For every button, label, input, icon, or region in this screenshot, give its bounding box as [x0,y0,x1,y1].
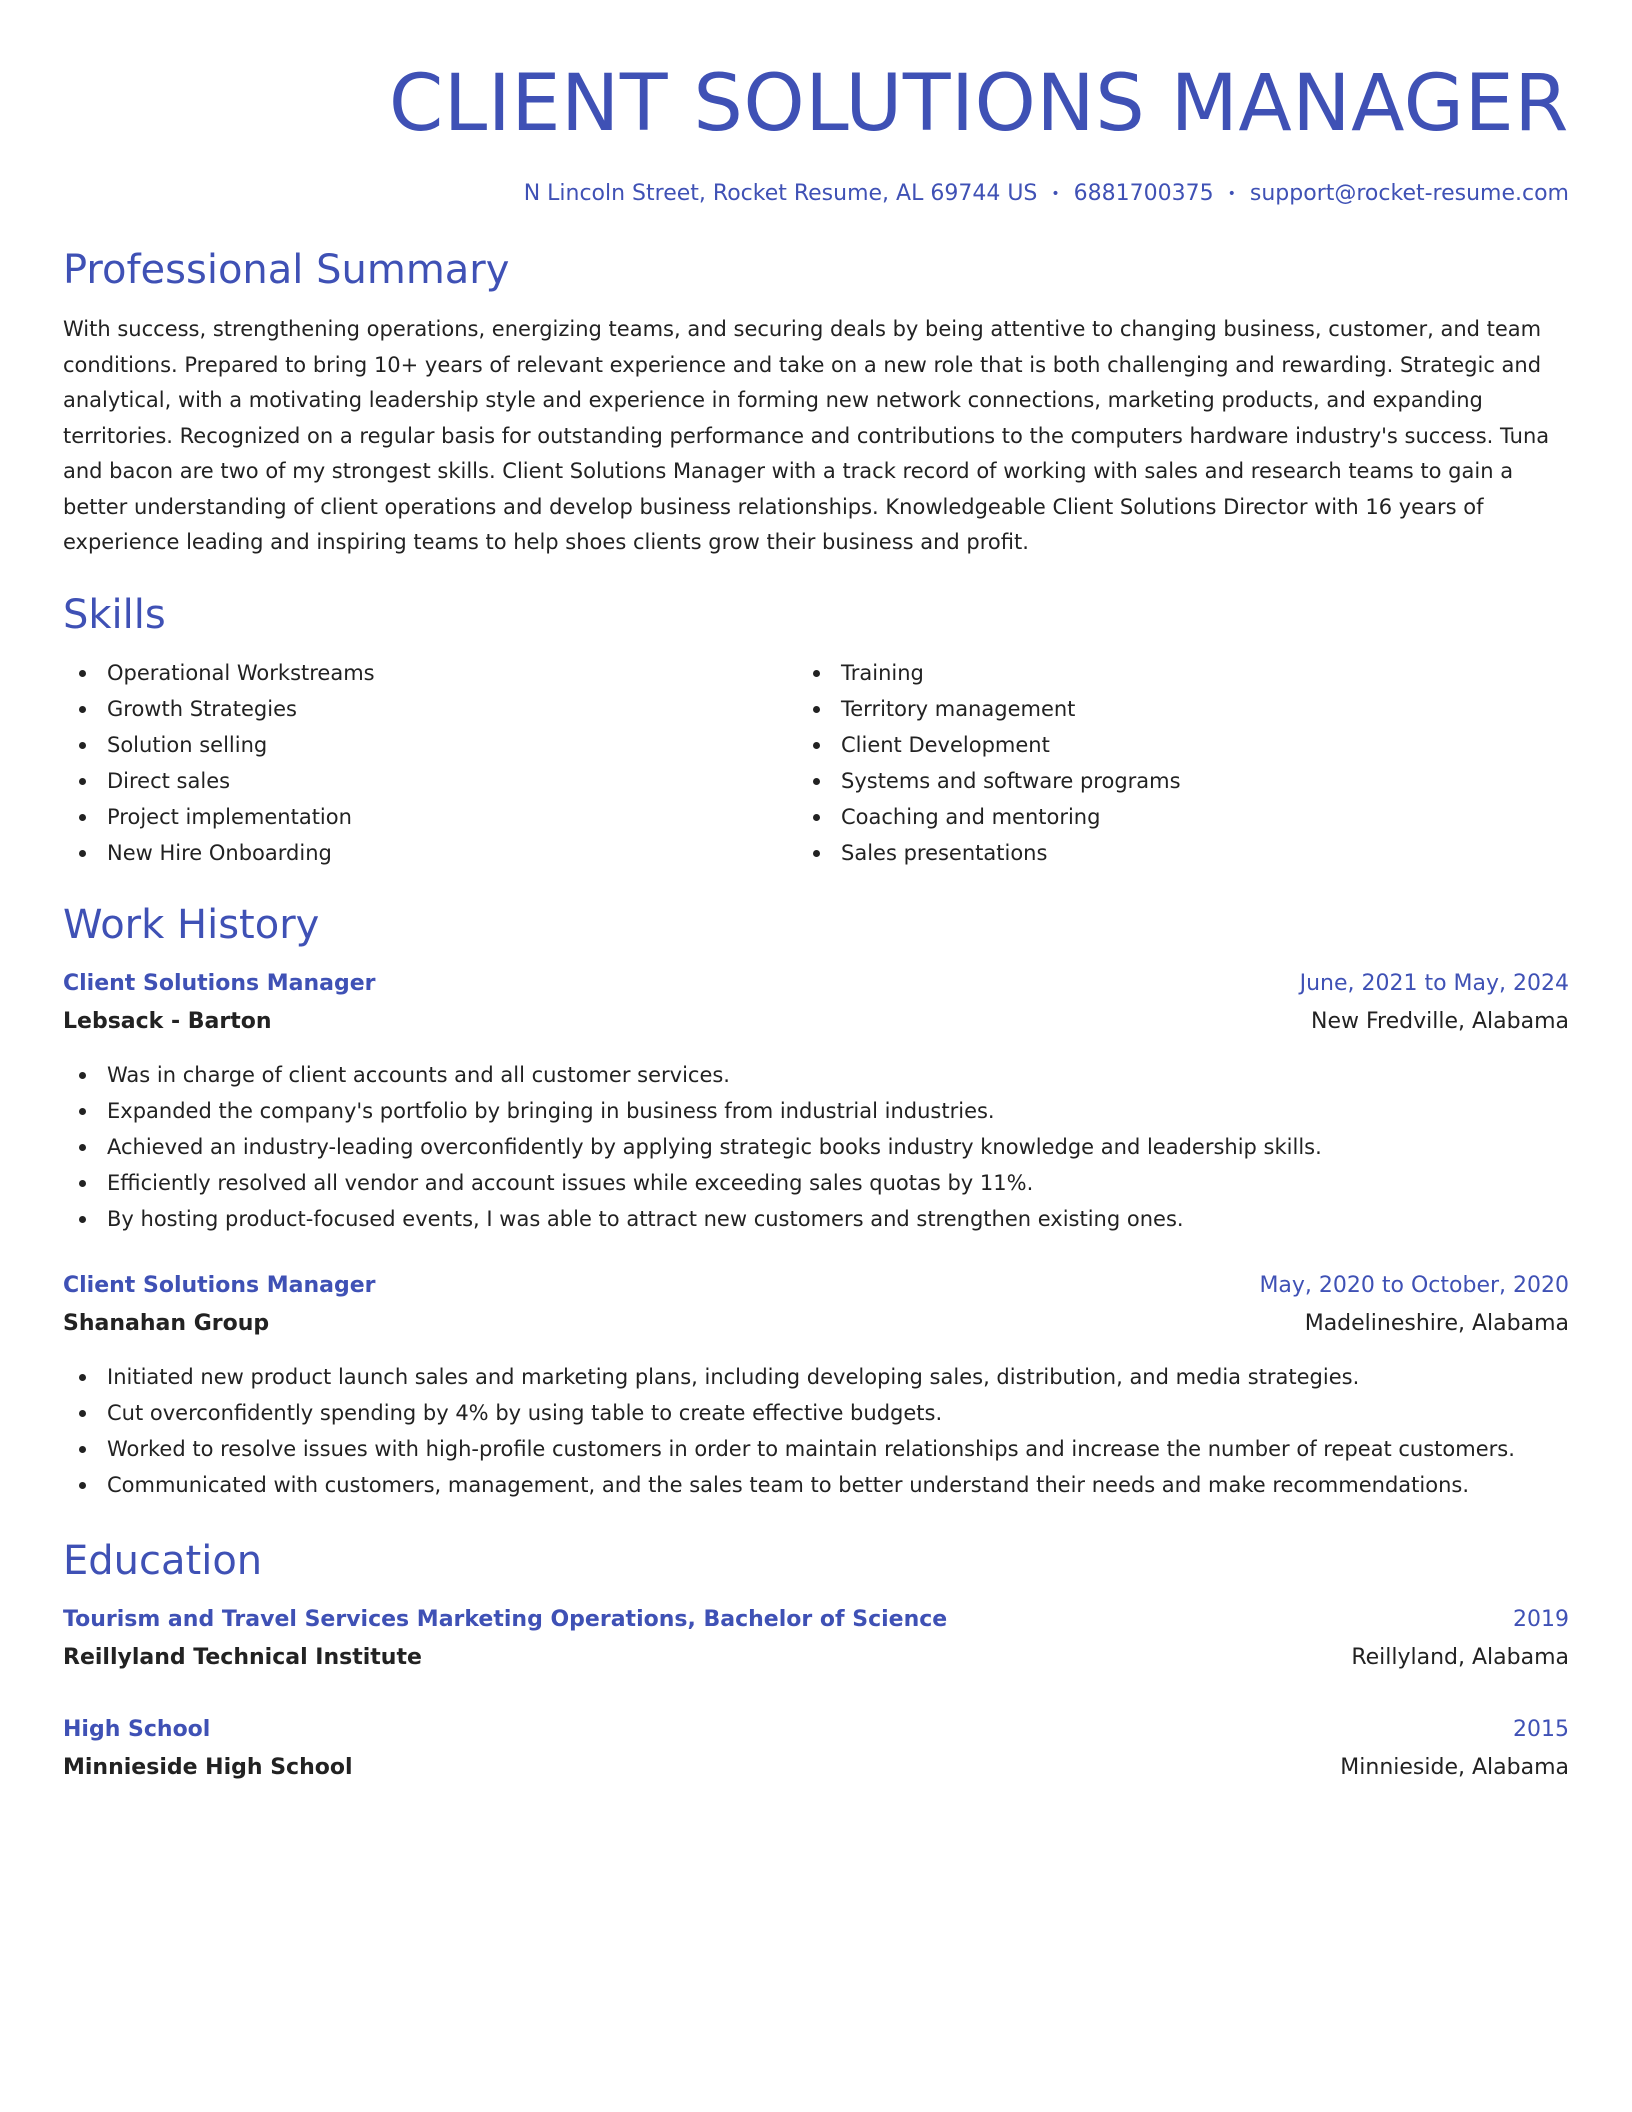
education-degree: High School [63,1716,211,1742]
job-bullets [63,1359,1569,1503]
skills-section [63,589,1569,871]
job-bullet: Worked to resolve issues with high-profile customers in order to maintain relationships and increase the number of repeat customers. [63,1431,1569,1467]
job-dates: June, 2021 to May, 2024 [1299,970,1569,996]
work-history-section [63,899,1569,1503]
job-company-row [63,1003,1569,1041]
education-location: Minnieside, Alabama [1340,1754,1569,1780]
contact-line [63,178,1569,210]
contact-separator: • [1227,186,1236,202]
resume-header [63,54,1569,210]
job-title: Client Solutions Manager [63,1272,376,1298]
skill-item: New Hire Onboarding [63,835,797,871]
section-title-skills: Skills [63,591,166,638]
candidate-name: CLIENT SOLUTIONS MANAGER [388,59,1569,149]
job-bullet: Achieved an industry-leading overconfidently by applying strategic books industry knowledge and leadership skills. [63,1129,1569,1165]
contact-phone[interactable]: 6881700375 [1073,181,1214,206]
education-section [63,1535,1569,1787]
contact-separator: • [1051,186,1060,202]
education-school: Reillyland Technical Institute [63,1644,422,1670]
skill-item: Training [797,655,1569,691]
job-location: Madelineshire, Alabama [1304,1310,1569,1336]
job-bullet: Cut overconfidently spending by 4% by using table to create effective budgets. [63,1395,1569,1431]
skills-grid [63,655,1569,871]
education-header-row [63,1601,1569,1639]
skill-item: Growth Strategies [63,691,797,727]
education-year: 2019 [1513,1606,1569,1632]
summary-section [63,244,1569,561]
job-location: New Fredville, Alabama [1311,1008,1569,1034]
job-title: Client Solutions Manager [63,970,376,996]
job-bullet: By hosting product-focused events, I was able to attract new customers and strengthen existing ones. [63,1201,1569,1237]
job-bullets [63,1057,1569,1237]
job-company: Lebsack - Barton [63,1008,272,1034]
skill-item: Coaching and mentoring [797,799,1569,835]
job-company-row [63,1305,1569,1343]
skill-item: Project implementation [63,799,797,835]
job-company: Shanahan Group [63,1310,270,1336]
summary-text: With success, strengthening operations, energizing teams, and securing deals by being attentive to changing business, customer, and team conditions. Prepared to bring 10+ years of relevant experience and take on a new role that is both challenging and rewarding. Strategic and analytical, with a motivating leadership style and experience in forming new network connections, marketing products, and expanding territories. Recognized on a regular basis for outstanding performance and contributions to the computers hardware industry's success. Tuna and bacon are two of my strongest skills. Client Solutions Manager with a track record of working with sales and research teams to gain a better understanding of client operations and develop business relationships. Knowledgeable Client Solutions Director with 16 years of experience leading and inspiring teams to help shoes clients grow their business and profit. [63,317,1550,554]
job-dates: May, 2020 to October, 2020 [1259,1272,1569,1298]
education-header-row [63,1711,1569,1749]
section-title-work-history: Work History [63,901,320,948]
job-entry [63,1267,1569,1503]
contact-address: N Lincoln Street, Rocket Resume, AL 69744 US [523,181,1038,206]
job-header-row [63,1267,1569,1305]
job-bullet: Expanded the company's portfolio by bringing in business from industrial industries. [63,1093,1569,1129]
job-bullet: Was in charge of client accounts and all customer services. [63,1057,1569,1093]
skills-list-right [797,655,1569,871]
education-degree: Tourism and Travel Services Marketing Operations, Bachelor of Science [63,1606,948,1632]
job-bullet: Efficiently resolved all vendor and account issues while exceeding sales quotas by 11%. [63,1165,1569,1201]
job-bullet: Initiated new product launch sales and marketing plans, including developing sales, distribution, and media strategies. [63,1359,1569,1395]
section-title-summary: Professional Summary [63,247,510,293]
job-header-row [63,965,1569,1003]
contact-email[interactable]: support@rocket-resume.com [1249,181,1569,206]
education-school-row [63,1639,1569,1677]
skill-item: Client Development [797,727,1569,763]
education-school: Minnieside High School [63,1754,353,1780]
section-title-education: Education [63,1537,263,1584]
skill-item: Direct sales [63,763,797,799]
skill-item: Operational Workstreams [63,655,797,691]
skill-item: Systems and software programs [797,763,1569,799]
skill-item: Territory management [797,691,1569,727]
education-entry [63,1711,1569,1787]
skills-list-left [63,655,797,871]
job-entry [63,965,1569,1237]
skill-item: Solution selling [63,727,797,763]
education-year: 2015 [1513,1716,1569,1742]
education-school-row [63,1749,1569,1787]
skill-item: Sales presentations [797,835,1569,871]
education-location: Reillyland, Alabama [1351,1644,1569,1670]
job-bullet: Communicated with customers, management, and the sales team to better understand their needs and make recommendations. [63,1467,1569,1503]
education-entry [63,1601,1569,1677]
